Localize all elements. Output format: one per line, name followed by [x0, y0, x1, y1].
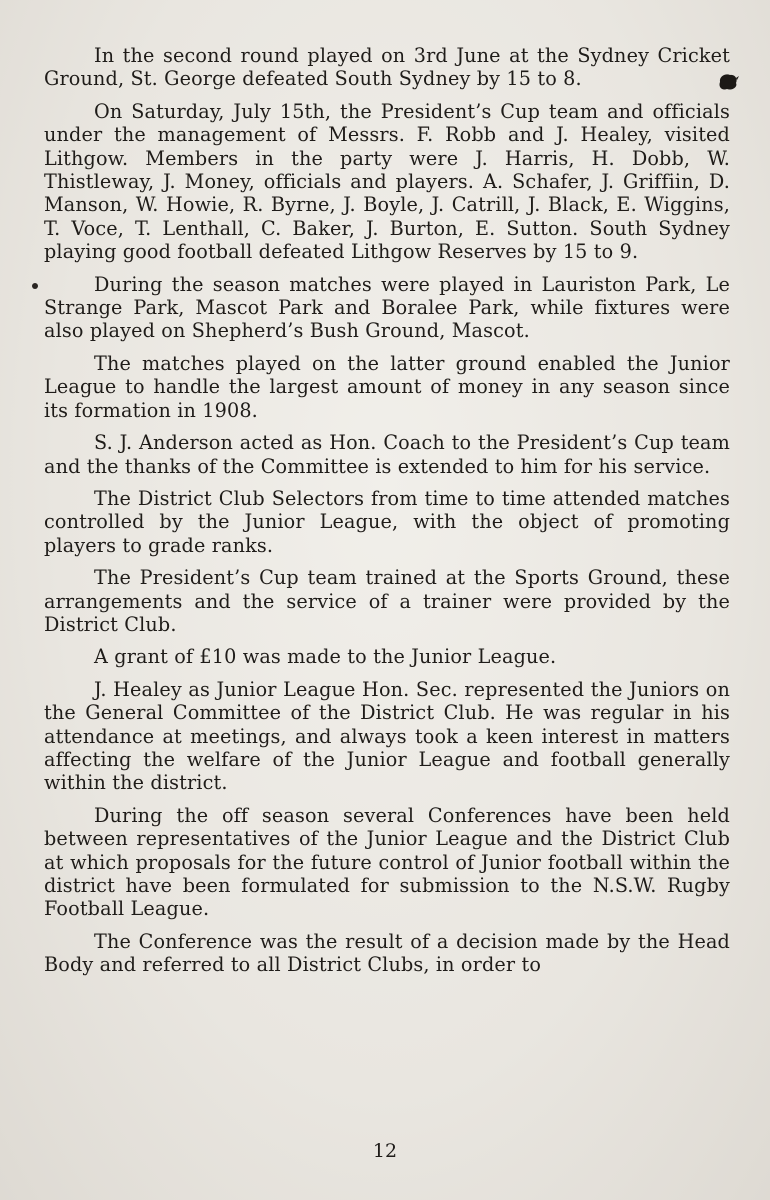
paragraph-selectors: The District Club Selectors from time to time attended matches controlled by the Junior League, with the object of promoting players to grade ranks. [44, 486, 730, 557]
paragraph-conferences: During the off season several Conferences have been held between representatives of the Junior League and the District Club at which proposals for the future control of Junior football within the district have been formulated for submission to the N.S.W. Rugby Football League. [44, 803, 730, 921]
paragraph-coach: S. J. Anderson acted as Hon. Coach to the President’s Cup team and the thanks of the Committee is extended to him for his service. [44, 431, 730, 478]
paragraph-training: The President’s Cup team trained at the Sports Ground, these arrangements and the service of a trainer were provided by the District Club. [44, 566, 730, 636]
paragraph-grounds: During the season matches were played in Lauriston Park, Le Strange Park, Mascot Park and Boralee Park, while fixtures were also played on Shepherd’s Bush Ground, Mascot. [44, 272, 730, 343]
paragraph-second-round: In the second round played on 3rd June at the Sydney Cricket Ground, St. George defeated South Sydney by 15 to 8. [44, 44, 730, 91]
paragraph-finances: The matches played on the latter ground enabled the Junior League to handle the largest amount of money in any season since its formation in 1908. [44, 351, 730, 422]
page-number: 12 [372, 1140, 398, 1162]
stray-ink-dot [32, 283, 38, 289]
paragraph-secretary: J. Healey as Junior League Hon. Sec. represented the Juniors on the General Committee of the District Club. He was regular in his attendance at meetings, and always took a keen interest in matters affecting the welfare of the Junior League and football generally within the district. [44, 677, 730, 795]
paragraph-conference-decision: The Conference was the result of a decision made by the Head Body and referred to all District Clubs, in order to [44, 929, 730, 977]
paragraph-lithgow-visit: On Saturday, July 15th, the President’s Cup team and officials under the management of Messrs. F. Robb and J. Healey, visited Lithgow. Members in the party were J. Harris, H. Dobb, W. Thistleway, J. Money, officials and players. A. Schafer, J. Griffiin, D. Manson, W. Howie, R. Byrne, J. Boyle, J. Catrill, J. Black, E. Wiggins, T. Voce, T. Lenthall, C. Baker, J. Burton, E. Sutton. South Sydney playing good football defeated Lithgow Reserves by 15 to 9. [44, 99, 730, 264]
ink-blot-mark [717, 72, 739, 92]
paragraph-grant: A grant of £10 was made to the Junior League. [94, 645, 557, 669]
